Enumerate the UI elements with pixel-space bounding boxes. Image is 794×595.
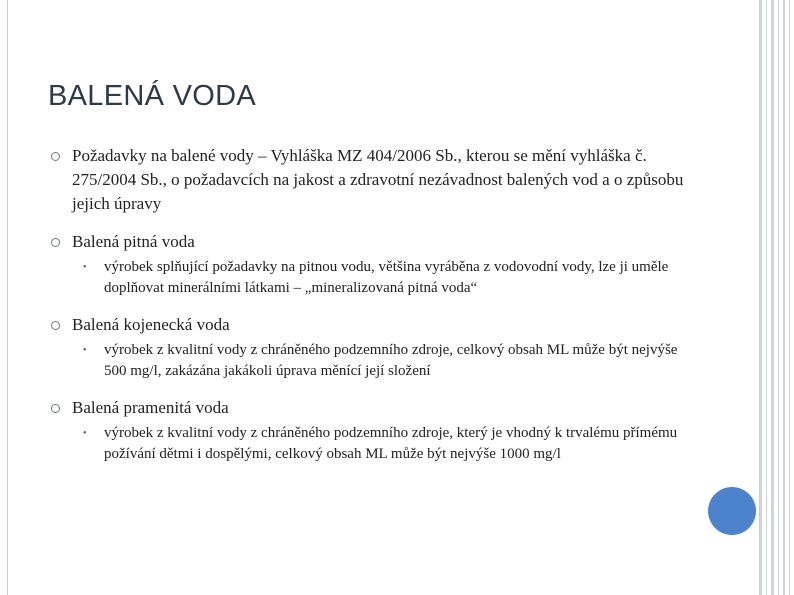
bullet-text: Balená kojenecká voda (72, 315, 230, 334)
bullet-list (48, 144, 698, 465)
sub-bullet-item (72, 257, 698, 299)
bullet-item (48, 313, 698, 382)
sub-bullet-text: výrobek splňující požadavky na pitnou vodu, většina vyráběna z vodovodní vody, lze ji uměle doplňovat minerálními látkami – „mineralizovaná pitná voda“ (104, 259, 669, 296)
bullet-item (48, 396, 698, 465)
decorative-rule (760, 0, 762, 595)
bullet-item (48, 144, 698, 216)
sub-bullet-text: výrobek z kvalitní vody z chráněného podzemního zdroje, celkový obsah ML může být nejvýše 500 mg/l, zakázána jakákoli úprava měnící její složení (104, 342, 678, 379)
dot-bullet-icon: • (83, 345, 87, 356)
circle-bullet-icon (51, 152, 60, 161)
circle-bullet-icon (51, 238, 60, 247)
sub-bullet-item (72, 423, 698, 465)
dot-bullet-icon: • (83, 262, 87, 273)
bullet-text: Balená pitná voda (72, 232, 195, 251)
decorative-rule (766, 0, 767, 595)
slide-title: BALENÁ VODA (48, 80, 256, 112)
sub-bullet-item (72, 340, 698, 382)
sub-bullet-text: výrobek z kvalitní vody z chráněného podzemního zdroje, který je vhodný k trvalému přímému požívání dětmi i dospělými, celkový obsah ML může být nejvýše 1000 mg/l (104, 425, 678, 462)
circle-bullet-icon (51, 321, 60, 330)
bullet-text: Balená pramenitá voda (72, 398, 229, 417)
decorative-rule (783, 0, 785, 595)
decorative-rule (771, 0, 774, 595)
bullet-item (48, 230, 698, 299)
bullet-text: Požadavky na balené vody – Vyhláška MZ 404/2006 Sb., kterou se mění vyhláška č. 275/2004 Sb., o požadavcích na jakost a zdravotní nezávadnost balených vod a o způsobu jejich úpravy (72, 146, 684, 213)
decorative-rule (778, 0, 779, 595)
circle-bullet-icon (51, 404, 60, 413)
decorative-circle (708, 487, 756, 535)
decorative-rule (789, 0, 790, 595)
dot-bullet-icon: • (83, 428, 87, 439)
